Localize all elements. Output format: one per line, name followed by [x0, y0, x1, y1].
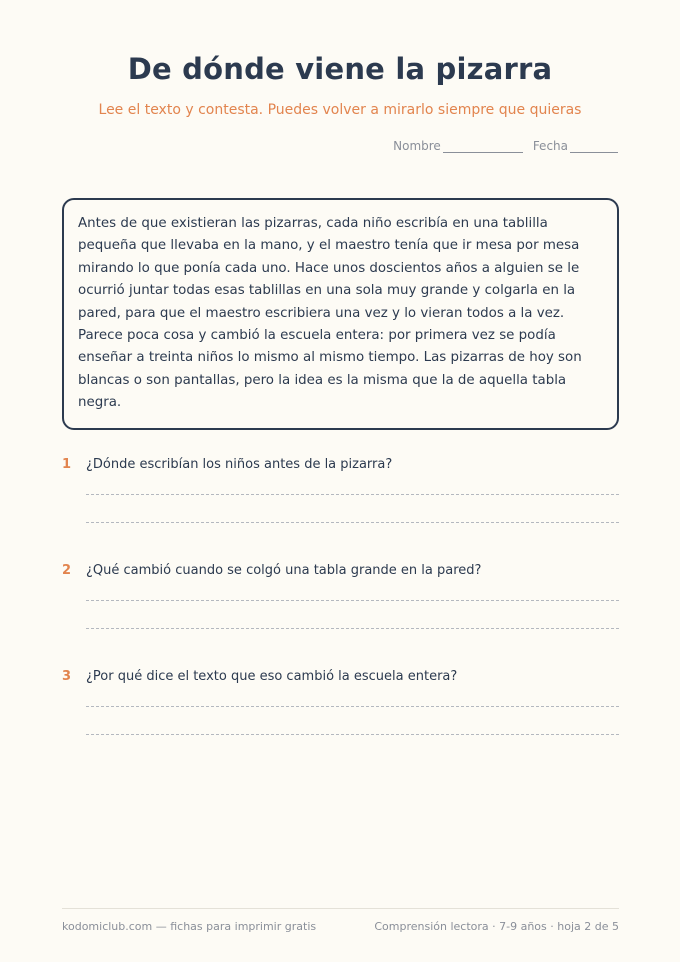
footer-sheet-info: Comprensión lectora · 7-9 años · hoja 2 de 5	[374, 920, 619, 933]
instructions-subtitle: Lee el texto y contesta. Puedes volver a mirarlo siempre que quieras	[98, 102, 582, 118]
answer-line	[86, 600, 619, 601]
name-field	[393, 139, 523, 153]
answer-line	[86, 734, 619, 735]
question-text: ¿Dónde escribían los niños antes de la pizarra?	[86, 457, 393, 472]
footer	[62, 920, 619, 933]
footer-divider	[62, 908, 619, 909]
question-2	[62, 563, 619, 578]
answer-line	[86, 522, 619, 523]
answer-line	[86, 494, 619, 495]
date-field	[533, 139, 618, 153]
question-1	[62, 457, 619, 472]
name-date-fields	[393, 139, 618, 153]
page-title: De dónde viene la pizarra	[127, 52, 553, 86]
question-text: ¿Por qué dice el texto que eso cambió la escuela entera?	[86, 669, 458, 684]
name-label: Nombre	[393, 139, 441, 153]
date-blank-line	[570, 143, 618, 153]
reading-passage-box	[62, 198, 619, 430]
reading-passage: Antes de que existieran las pizarras, cada niño escribía en una tablilla pequeña que llevaba en la mano, y el maestro tenía que ir mesa por mesa mirando lo que ponía cada uno. Hace unos doscientos años a alguien se le ocurrió juntar todas esas tablillas en una sola muy grande y colgarla en la pared, para que el maestro escribiera una vez y lo vieran todos a la vez. Parece poca cosa y cambió la escuela entera: por primera vez se podía enseñar a treinta niños lo mismo al mismo tiempo. Las pizarras de hoy son blancas o son pantallas, pero la idea es la misma que la de aquella tabla negra.	[78, 216, 582, 411]
question-number: 3	[62, 669, 72, 684]
answer-line	[86, 628, 619, 629]
question-text: ¿Qué cambió cuando se colgó una tabla grande en la pared?	[86, 563, 482, 578]
question-number: 1	[62, 457, 72, 472]
name-blank-line	[443, 143, 523, 153]
answer-line	[86, 706, 619, 707]
date-label: Fecha	[532, 139, 568, 153]
question-3	[62, 669, 619, 684]
question-number: 2	[62, 563, 72, 578]
footer-site: kodomiclub.com — fichas para imprimir gratis	[62, 920, 317, 933]
